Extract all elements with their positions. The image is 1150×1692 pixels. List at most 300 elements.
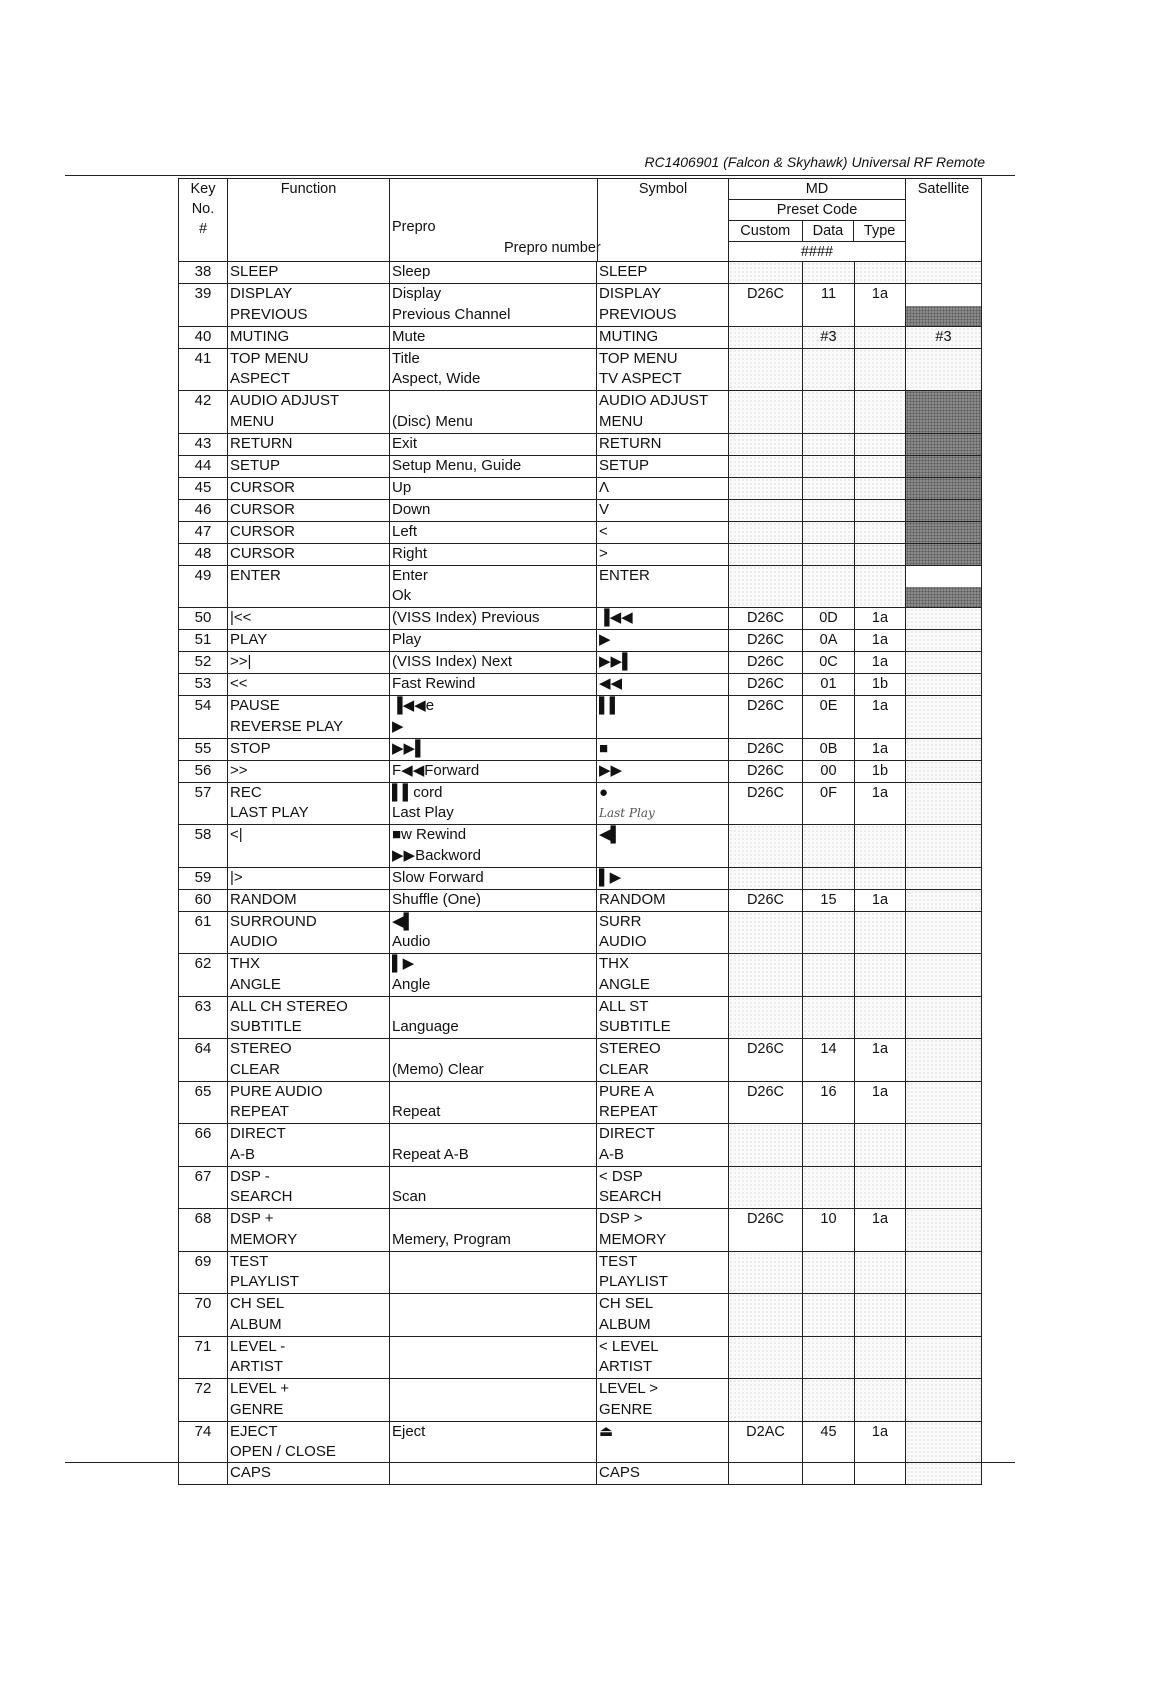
satellite-cell bbox=[906, 349, 981, 391]
function-line: DSP + bbox=[230, 1210, 274, 1227]
prepro-line: ▶▶Backword bbox=[392, 846, 481, 864]
satellite-cell bbox=[906, 1422, 981, 1484]
prepro-line: ■w Rewind bbox=[392, 826, 467, 843]
data-code-cell: 15 bbox=[803, 890, 855, 911]
prepro-cell bbox=[390, 825, 597, 867]
function-line: >>| bbox=[230, 653, 252, 670]
custom-code-cell bbox=[729, 500, 803, 521]
symbol-cell bbox=[597, 783, 729, 825]
symbol-line: < bbox=[599, 522, 608, 540]
header-symbol bbox=[597, 179, 729, 261]
function-line: GENRE bbox=[230, 1400, 284, 1418]
type-code-cell: 1b bbox=[855, 674, 906, 695]
symbol-line: ARTIST bbox=[599, 1358, 653, 1375]
table-row bbox=[179, 1421, 981, 1484]
satellite-cell bbox=[906, 674, 981, 695]
prepro-line: Play bbox=[392, 631, 422, 648]
header-md: MD bbox=[729, 179, 905, 200]
key-number-cell: 71 bbox=[179, 1337, 228, 1379]
function-cell bbox=[228, 456, 390, 477]
prepro-cell bbox=[390, 284, 597, 326]
custom-code-cell: D26C bbox=[729, 1082, 803, 1124]
symbol-line: SETUP bbox=[599, 456, 650, 474]
function-line: MENU bbox=[230, 412, 275, 430]
prepro-cell bbox=[390, 522, 597, 543]
type-code-cell bbox=[855, 434, 906, 455]
data-code-cell: 0F bbox=[803, 783, 855, 825]
type-code-cell: 1a bbox=[855, 630, 906, 651]
data-code-cell: 0E bbox=[803, 696, 855, 738]
symbol-cell bbox=[597, 434, 729, 455]
table-row bbox=[179, 261, 981, 283]
satellite-cell bbox=[906, 739, 981, 760]
prepro-line: Angle bbox=[392, 975, 431, 993]
satellite-cell bbox=[906, 997, 981, 1039]
prepro-line bbox=[392, 1442, 594, 1463]
key-number-cell: 53 bbox=[179, 674, 228, 695]
prepro-line bbox=[392, 1379, 594, 1400]
satellite-cell bbox=[906, 262, 981, 283]
key-number-cell: 50 bbox=[179, 608, 228, 629]
symbol-cell bbox=[597, 1039, 729, 1081]
satellite-cell bbox=[906, 868, 981, 889]
data-code-cell bbox=[803, 456, 855, 477]
prepro-cell bbox=[390, 608, 597, 629]
function-cell bbox=[228, 500, 390, 521]
symbol-cell bbox=[597, 456, 729, 477]
prepro-cell bbox=[390, 761, 597, 782]
data-code-cell: 0B bbox=[803, 739, 855, 760]
prepro-line: Previous Channel bbox=[392, 305, 511, 323]
header-key-line: # bbox=[198, 221, 208, 237]
type-code-cell bbox=[855, 1379, 906, 1421]
prepro-line: (VISS Index) Next bbox=[392, 653, 513, 670]
prepro-line: ▶ bbox=[392, 717, 404, 735]
table-row bbox=[179, 543, 981, 565]
type-code-cell bbox=[855, 327, 906, 348]
custom-code-cell: D2AC bbox=[729, 1422, 803, 1484]
function-line: SEARCH bbox=[230, 1188, 293, 1205]
symbol-cell bbox=[597, 500, 729, 521]
custom-code-cell: D26C bbox=[729, 1039, 803, 1081]
prepro-line: Exit bbox=[392, 434, 418, 452]
type-code-cell: 1a bbox=[855, 284, 906, 326]
data-code-cell bbox=[803, 954, 855, 996]
key-number-cell: 72 bbox=[179, 1379, 228, 1421]
symbol-line: Λ bbox=[599, 478, 610, 496]
symbol-cell bbox=[597, 1124, 729, 1166]
symbol-cell bbox=[597, 868, 729, 889]
custom-code-cell: D26C bbox=[729, 608, 803, 629]
satellite-value: #3 bbox=[935, 328, 952, 345]
symbol-line: A-B bbox=[599, 1145, 625, 1163]
symbol-cell bbox=[597, 349, 729, 391]
symbol-cell bbox=[597, 1252, 729, 1294]
data-code-cell bbox=[803, 912, 855, 954]
symbol-cell bbox=[597, 954, 729, 996]
symbol-line: DIRECT bbox=[599, 1125, 655, 1142]
symbol-line: AUDIO ADJUST bbox=[599, 392, 709, 409]
prepro-line bbox=[392, 1463, 594, 1484]
prepro-line: ▌▶ bbox=[392, 955, 415, 972]
prepro-cell bbox=[390, 1379, 597, 1421]
top-rule bbox=[65, 175, 1015, 176]
prepro-cell bbox=[390, 456, 597, 477]
custom-code-cell: D26C bbox=[729, 1209, 803, 1251]
symbol-line: < DSP bbox=[599, 1167, 643, 1185]
type-code-cell: 1a bbox=[855, 783, 906, 825]
table-row bbox=[179, 1038, 981, 1081]
symbol-line: TEST bbox=[599, 1252, 638, 1270]
prepro-cell bbox=[390, 1039, 597, 1081]
prepro-line: Mute bbox=[392, 327, 426, 345]
satellite-cell bbox=[906, 1039, 981, 1081]
symbol-cell bbox=[597, 544, 729, 565]
custom-code-cell bbox=[729, 391, 803, 433]
prepro-line bbox=[392, 1039, 594, 1060]
header-function bbox=[228, 179, 390, 261]
data-code-cell bbox=[803, 997, 855, 1039]
function-line: PREVIOUS bbox=[230, 305, 308, 323]
custom-code-cell bbox=[729, 1124, 803, 1166]
symbol-line: SLEEP bbox=[599, 263, 648, 280]
key-number-cell: 44 bbox=[179, 456, 228, 477]
symbol-line: V bbox=[599, 500, 610, 518]
data-code-cell bbox=[803, 868, 855, 889]
data-code-cell: 0C bbox=[803, 652, 855, 673]
function-cell bbox=[228, 1124, 390, 1166]
satellite-cell bbox=[906, 1209, 981, 1251]
function-line: STOP bbox=[230, 739, 271, 757]
symbol-line: PREVIOUS bbox=[599, 305, 677, 323]
key-number-cell: 52 bbox=[179, 652, 228, 673]
key-number-cell: 38 bbox=[179, 262, 228, 283]
function-line: LEVEL + bbox=[230, 1380, 290, 1397]
custom-code-cell bbox=[729, 1379, 803, 1421]
satellite-cell bbox=[906, 1124, 981, 1166]
custom-code-cell: D26C bbox=[729, 783, 803, 825]
table-row bbox=[179, 433, 981, 455]
data-code-cell: 01 bbox=[803, 674, 855, 695]
key-number-cell: 48 bbox=[179, 544, 228, 565]
satellite-cell bbox=[906, 1337, 981, 1379]
satellite-cell bbox=[906, 1294, 981, 1336]
key-number-cell: 60 bbox=[179, 890, 228, 911]
prepro-line bbox=[392, 1315, 594, 1336]
symbol-cell bbox=[597, 1337, 729, 1379]
function-cell bbox=[228, 1252, 390, 1294]
custom-code-cell: D26C bbox=[729, 630, 803, 651]
type-code-cell: 1a bbox=[855, 890, 906, 911]
data-code-cell bbox=[803, 349, 855, 391]
prepro-line bbox=[392, 391, 594, 412]
function-line: CURSOR bbox=[230, 544, 296, 562]
function-cell bbox=[228, 434, 390, 455]
function-cell bbox=[228, 997, 390, 1039]
symbol-line: ▶▶▌ bbox=[599, 653, 633, 670]
symbol-cell bbox=[597, 674, 729, 695]
symbol-cell bbox=[597, 327, 729, 348]
symbol-cell bbox=[597, 1167, 729, 1209]
satellite-cell bbox=[906, 761, 981, 782]
custom-code-cell bbox=[729, 522, 803, 543]
function-line: REC bbox=[230, 783, 262, 801]
custom-code-cell bbox=[729, 434, 803, 455]
key-number-cell: 45 bbox=[179, 478, 228, 499]
type-code-cell bbox=[855, 1124, 906, 1166]
symbol-line: ● bbox=[599, 783, 609, 801]
type-code-cell bbox=[855, 1167, 906, 1209]
symbol-line: ALL ST bbox=[599, 997, 649, 1015]
symbol-line: CAPS bbox=[599, 1463, 640, 1481]
custom-code-cell bbox=[729, 1294, 803, 1336]
header-function-label: Function bbox=[280, 181, 337, 197]
prepro-line bbox=[392, 1252, 594, 1273]
symbol-cell bbox=[597, 608, 729, 629]
key-number-cell: 74 bbox=[179, 1422, 228, 1484]
key-number-cell: 68 bbox=[179, 1209, 228, 1251]
table-row bbox=[179, 283, 981, 326]
prepro-line: Scan bbox=[392, 1188, 427, 1205]
prepro-cell bbox=[390, 500, 597, 521]
prepro-cell bbox=[390, 1209, 597, 1251]
function-cell bbox=[228, 890, 390, 911]
prepro-line: Language bbox=[392, 1018, 459, 1035]
function-cell bbox=[228, 652, 390, 673]
prepro-line: Fast Rewind bbox=[392, 675, 476, 692]
symbol-line: THX bbox=[599, 955, 629, 972]
table-row bbox=[179, 1166, 981, 1209]
key-number-cell: 59 bbox=[179, 868, 228, 889]
satellite-cell bbox=[906, 912, 981, 954]
symbol-line: ◀▌ bbox=[599, 826, 622, 843]
custom-code-cell bbox=[729, 478, 803, 499]
document-title: RC1406901 (Falcon & Skyhawk) Universal RF Remote bbox=[644, 154, 985, 170]
prepro-line bbox=[392, 1167, 594, 1188]
prepro-cell bbox=[390, 1337, 597, 1379]
type-code-cell: 1a bbox=[855, 1039, 906, 1081]
satellite-shade bbox=[906, 306, 981, 326]
symbol-cell bbox=[597, 825, 729, 867]
table-row bbox=[179, 390, 981, 433]
header-prepro-label: Prepro bbox=[392, 219, 436, 235]
function-cell bbox=[228, 1167, 390, 1209]
satellite-cell bbox=[906, 327, 981, 348]
table-row bbox=[179, 629, 981, 651]
custom-code-cell bbox=[729, 349, 803, 391]
table-row bbox=[179, 867, 981, 889]
function-line: STEREO bbox=[230, 1040, 292, 1057]
satellite-cell bbox=[906, 652, 981, 673]
symbol-cell bbox=[597, 630, 729, 651]
prepro-line bbox=[392, 1400, 594, 1421]
table-row bbox=[179, 521, 981, 543]
custom-code-cell: D26C bbox=[729, 890, 803, 911]
type-code-cell bbox=[855, 500, 906, 521]
custom-code-cell bbox=[729, 544, 803, 565]
satellite-cell bbox=[906, 456, 981, 477]
prepro-line bbox=[392, 1272, 594, 1293]
key-number-cell: 51 bbox=[179, 630, 228, 651]
header-symbol-label: Symbol bbox=[638, 181, 688, 197]
custom-code-cell: D26C bbox=[729, 739, 803, 760]
type-code-cell bbox=[855, 391, 906, 433]
function-line: SUBTITLE bbox=[230, 1018, 302, 1035]
table-row bbox=[179, 607, 981, 629]
type-code-cell bbox=[855, 456, 906, 477]
function-line: CURSOR bbox=[230, 522, 296, 540]
key-number-cell: 46 bbox=[179, 500, 228, 521]
function-cell bbox=[228, 391, 390, 433]
header-custom: Custom bbox=[729, 221, 803, 241]
data-code-cell: #3 bbox=[803, 327, 855, 348]
satellite-cell bbox=[906, 1167, 981, 1209]
function-line: ASPECT bbox=[230, 370, 291, 387]
table-row bbox=[179, 1251, 981, 1294]
function-line: THX bbox=[230, 955, 260, 972]
table-row bbox=[179, 953, 981, 996]
prepro-line: Left bbox=[392, 522, 418, 540]
symbol-cell bbox=[597, 890, 729, 911]
header-md-group bbox=[729, 179, 906, 261]
table-row bbox=[179, 1293, 981, 1336]
type-code-cell: 1a bbox=[855, 652, 906, 673]
table-row bbox=[179, 695, 981, 738]
key-number-cell: 69 bbox=[179, 1252, 228, 1294]
prepro-line: Repeat A-B bbox=[392, 1145, 469, 1163]
function-cell bbox=[228, 674, 390, 695]
symbol-line: ▶▶ bbox=[599, 761, 623, 779]
data-code-cell bbox=[803, 1167, 855, 1209]
prepro-cell bbox=[390, 1422, 597, 1484]
type-code-cell bbox=[855, 954, 906, 996]
key-number-cell: 55 bbox=[179, 739, 228, 760]
function-cell bbox=[228, 349, 390, 391]
symbol-line: ▌▶ bbox=[599, 868, 622, 886]
custom-code-cell bbox=[729, 912, 803, 954]
type-code-cell bbox=[855, 262, 906, 283]
function-line: MEMORY bbox=[230, 1230, 298, 1248]
function-cell bbox=[228, 478, 390, 499]
satellite-cell bbox=[906, 1379, 981, 1421]
type-code-cell: 1a bbox=[855, 1209, 906, 1251]
prepro-cell bbox=[390, 696, 597, 738]
prepro-line: Ok bbox=[392, 587, 412, 604]
satellite-cell bbox=[906, 696, 981, 738]
table-row bbox=[179, 326, 981, 348]
symbol-line: MENU bbox=[599, 412, 644, 430]
function-line: DSP - bbox=[230, 1167, 270, 1185]
table-row bbox=[179, 1378, 981, 1421]
table-row bbox=[179, 760, 981, 782]
prepro-cell bbox=[390, 1124, 597, 1166]
data-code-cell bbox=[803, 825, 855, 867]
function-cell bbox=[228, 1039, 390, 1081]
symbol-line: SURR bbox=[599, 912, 642, 930]
prepro-cell bbox=[390, 391, 597, 433]
satellite-cell bbox=[906, 608, 981, 629]
key-number-cell: 63 bbox=[179, 997, 228, 1039]
symbol-cell bbox=[597, 1379, 729, 1421]
prepro-line: Memery, Program bbox=[392, 1230, 511, 1248]
function-line: ALBUM bbox=[230, 1315, 282, 1333]
function-cell bbox=[228, 954, 390, 996]
function-cell bbox=[228, 522, 390, 543]
function-line: DISPLAY bbox=[230, 285, 293, 302]
key-number-cell: 56 bbox=[179, 761, 228, 782]
key-number-cell: 54 bbox=[179, 696, 228, 738]
symbol-line: ▶ bbox=[599, 631, 611, 648]
prepro-line: (Memo) Clear bbox=[392, 1060, 484, 1078]
table-row bbox=[179, 455, 981, 477]
function-cell bbox=[228, 868, 390, 889]
prepro-cell bbox=[390, 997, 597, 1039]
symbol-line: RETURN bbox=[599, 434, 662, 452]
prepro-line: Down bbox=[392, 500, 431, 518]
type-code-cell bbox=[855, 478, 906, 499]
function-cell bbox=[228, 327, 390, 348]
function-cell bbox=[228, 1337, 390, 1379]
satellite-cell bbox=[906, 500, 981, 521]
header-type: Type bbox=[863, 223, 896, 239]
type-code-cell bbox=[855, 825, 906, 867]
symbol-line: MEMORY bbox=[599, 1230, 667, 1248]
custom-code-cell bbox=[729, 456, 803, 477]
symbol-line: > bbox=[599, 544, 608, 562]
key-number-cell: 57 bbox=[179, 783, 228, 825]
type-code-cell bbox=[855, 1294, 906, 1336]
key-number-cell: 42 bbox=[179, 391, 228, 433]
prepro-line: Enter bbox=[392, 566, 428, 584]
symbol-line: ANGLE bbox=[599, 975, 650, 993]
custom-code-cell bbox=[729, 566, 803, 608]
symbol-line: CLEAR bbox=[599, 1060, 650, 1078]
custom-code-cell bbox=[729, 262, 803, 283]
symbol-line: ALBUM bbox=[599, 1315, 651, 1333]
data-code-cell: 10 bbox=[803, 1209, 855, 1251]
function-cell bbox=[228, 608, 390, 629]
prepro-cell bbox=[390, 478, 597, 499]
function-cell bbox=[228, 1209, 390, 1251]
satellite-shade bbox=[906, 587, 981, 607]
function-line: CH SEL bbox=[230, 1295, 285, 1312]
function-line: REVERSE PLAY bbox=[230, 717, 344, 735]
data-code-cell bbox=[803, 500, 855, 521]
bottom-rule bbox=[65, 1462, 1015, 1463]
function-line: TOP MENU bbox=[230, 349, 309, 367]
table-row bbox=[179, 782, 981, 825]
data-code-cell bbox=[803, 434, 855, 455]
prepro-line: Audio bbox=[392, 933, 431, 950]
key-number-cell: 62 bbox=[179, 954, 228, 996]
function-line: DIRECT bbox=[230, 1125, 286, 1142]
data-code-cell bbox=[803, 522, 855, 543]
function-line: |<< bbox=[230, 609, 252, 626]
custom-code-cell bbox=[729, 954, 803, 996]
header-prepro-number-label: Prepro number bbox=[504, 240, 601, 256]
table-row bbox=[179, 996, 981, 1039]
symbol-line: TV ASPECT bbox=[599, 370, 682, 387]
prepro-line: Slow Forward bbox=[392, 868, 484, 886]
prepro-line: ▌▌cord bbox=[392, 783, 443, 801]
type-code-cell bbox=[855, 544, 906, 565]
satellite-cell bbox=[906, 284, 981, 326]
custom-code-cell bbox=[729, 1337, 803, 1379]
satellite-cell bbox=[906, 630, 981, 651]
type-code-cell bbox=[855, 522, 906, 543]
type-code-cell: 1a bbox=[855, 1082, 906, 1124]
satellite-cell bbox=[906, 1252, 981, 1294]
